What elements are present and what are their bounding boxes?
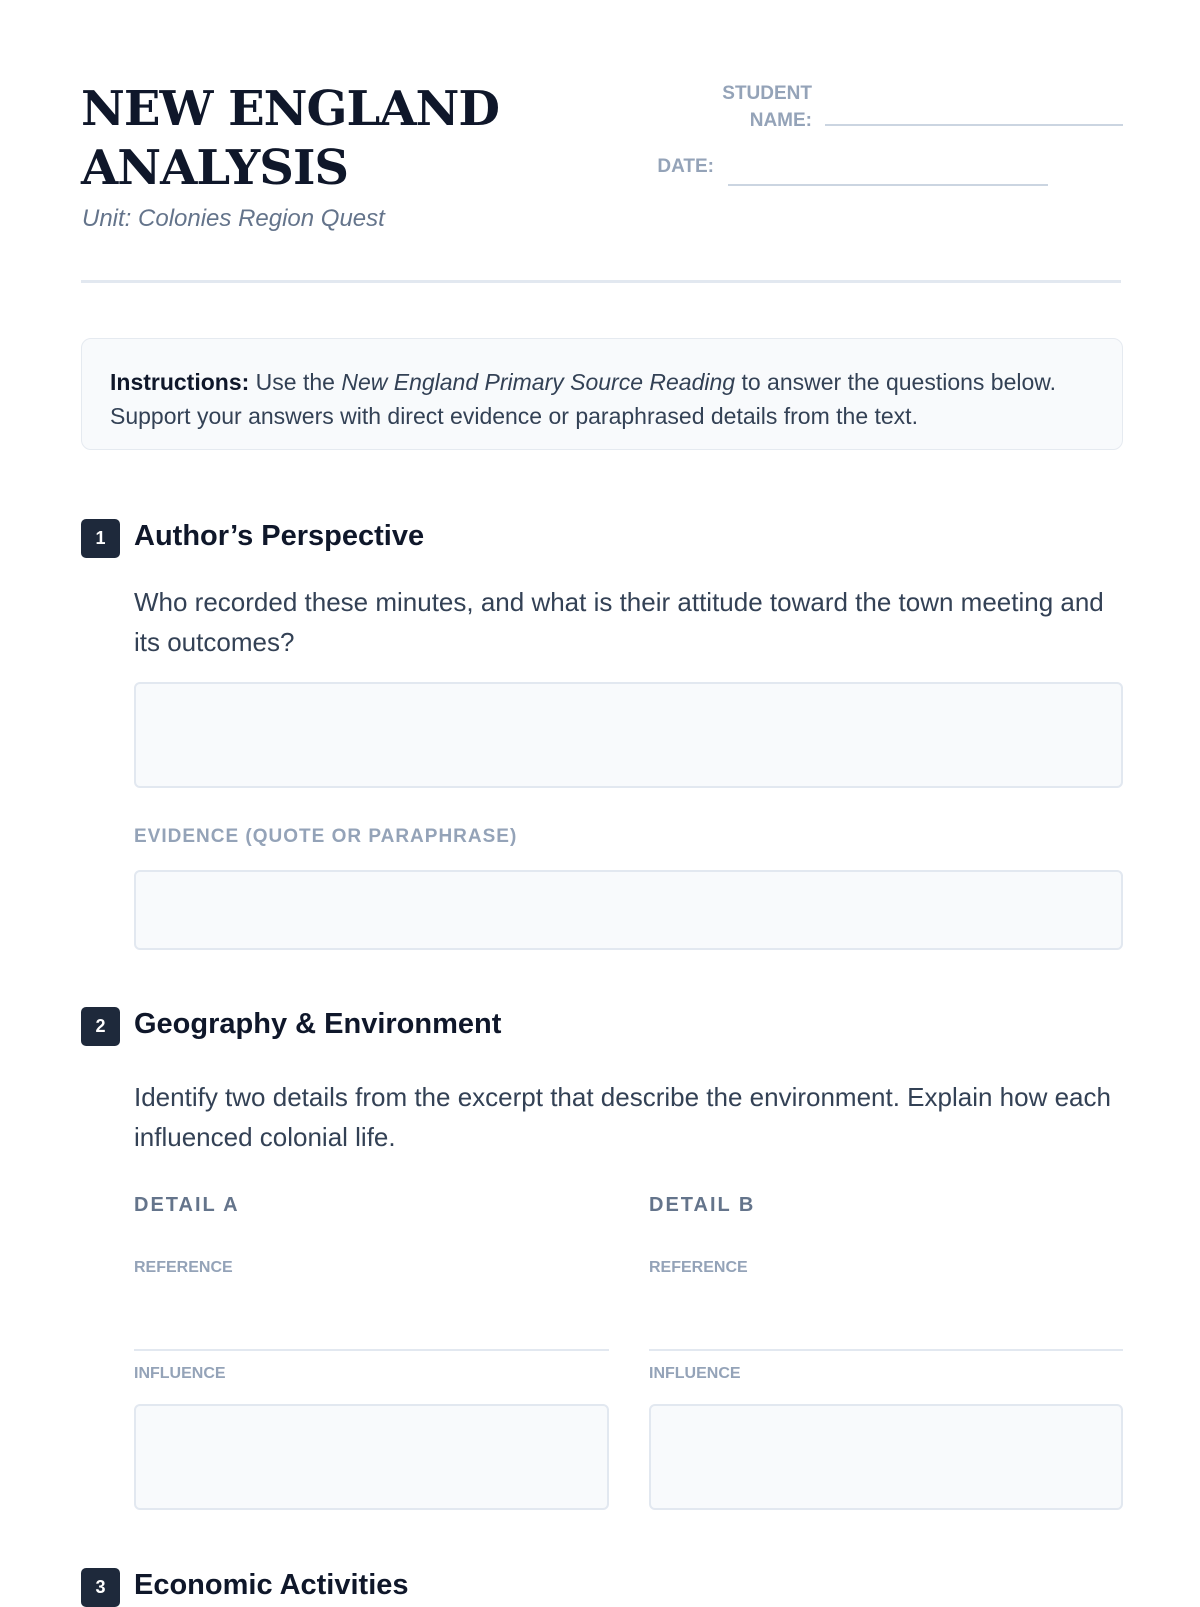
page-title-line-2: ANALYSIS [81, 140, 349, 196]
unit-subtitle: Unit: Colonies Region Quest [82, 205, 385, 232]
student-name-label-line-2: NAME: [749, 110, 812, 131]
instructions-lead: Instructions: [110, 369, 250, 395]
detail-b-heading: DETAIL B [649, 1194, 756, 1216]
date-field[interactable] [728, 184, 1048, 186]
instructions-text-before: Use the [249, 369, 342, 395]
detail-b-influence-label: INFLUENCE [649, 1365, 741, 1382]
evidence-label: EVIDENCE (QUOTE OR PARAPHRASE) [134, 826, 518, 847]
detail-a-reference-field[interactable] [134, 1349, 609, 1351]
detail-a-influence-label: INFLUENCE [134, 1365, 226, 1382]
section-number-badge: 1 [81, 519, 120, 558]
evidence-box[interactable] [134, 870, 1123, 950]
date-label: DATE: [657, 156, 714, 177]
instructions-source-title: New England Primary Source Reading [341, 369, 736, 395]
detail-a-heading: DETAIL A [134, 1194, 240, 1216]
student-name-label [690, 80, 812, 134]
section-title: Economic Activities [134, 1569, 409, 1601]
detail-b-influence-box[interactable] [649, 1404, 1123, 1510]
student-name-label-line-1: STUDENT [722, 83, 812, 104]
question-text: Who recorded these minutes, and what is their attitude toward the town meeting and its outcomes? [134, 587, 1104, 657]
section-title: Geography & Environment [134, 1008, 502, 1040]
instructions-box [81, 338, 1123, 450]
detail-b-reference-label: REFERENCE [649, 1259, 748, 1276]
answer-box[interactable] [134, 682, 1123, 788]
section-number-badge: 2 [81, 1007, 120, 1046]
detail-b-reference-field[interactable] [649, 1349, 1123, 1351]
header-divider [81, 280, 1121, 283]
page-title [81, 80, 499, 198]
instructions-text-after: to answer the questions below. Support your answers with direct evidence or paraphrased details from the text. [110, 369, 1057, 429]
detail-a-reference-label: REFERENCE [134, 1259, 233, 1276]
question-text: Identify two details from the excerpt that describe the environment. Explain how each influenced colonial life. [134, 1082, 1111, 1152]
page-title-line-1: NEW ENGLAND [81, 81, 500, 137]
section-title: Author’s Perspective [134, 520, 425, 552]
section-number-badge: 3 [81, 1568, 120, 1607]
student-name-field[interactable] [825, 124, 1123, 126]
detail-a-influence-box[interactable] [134, 1404, 609, 1510]
